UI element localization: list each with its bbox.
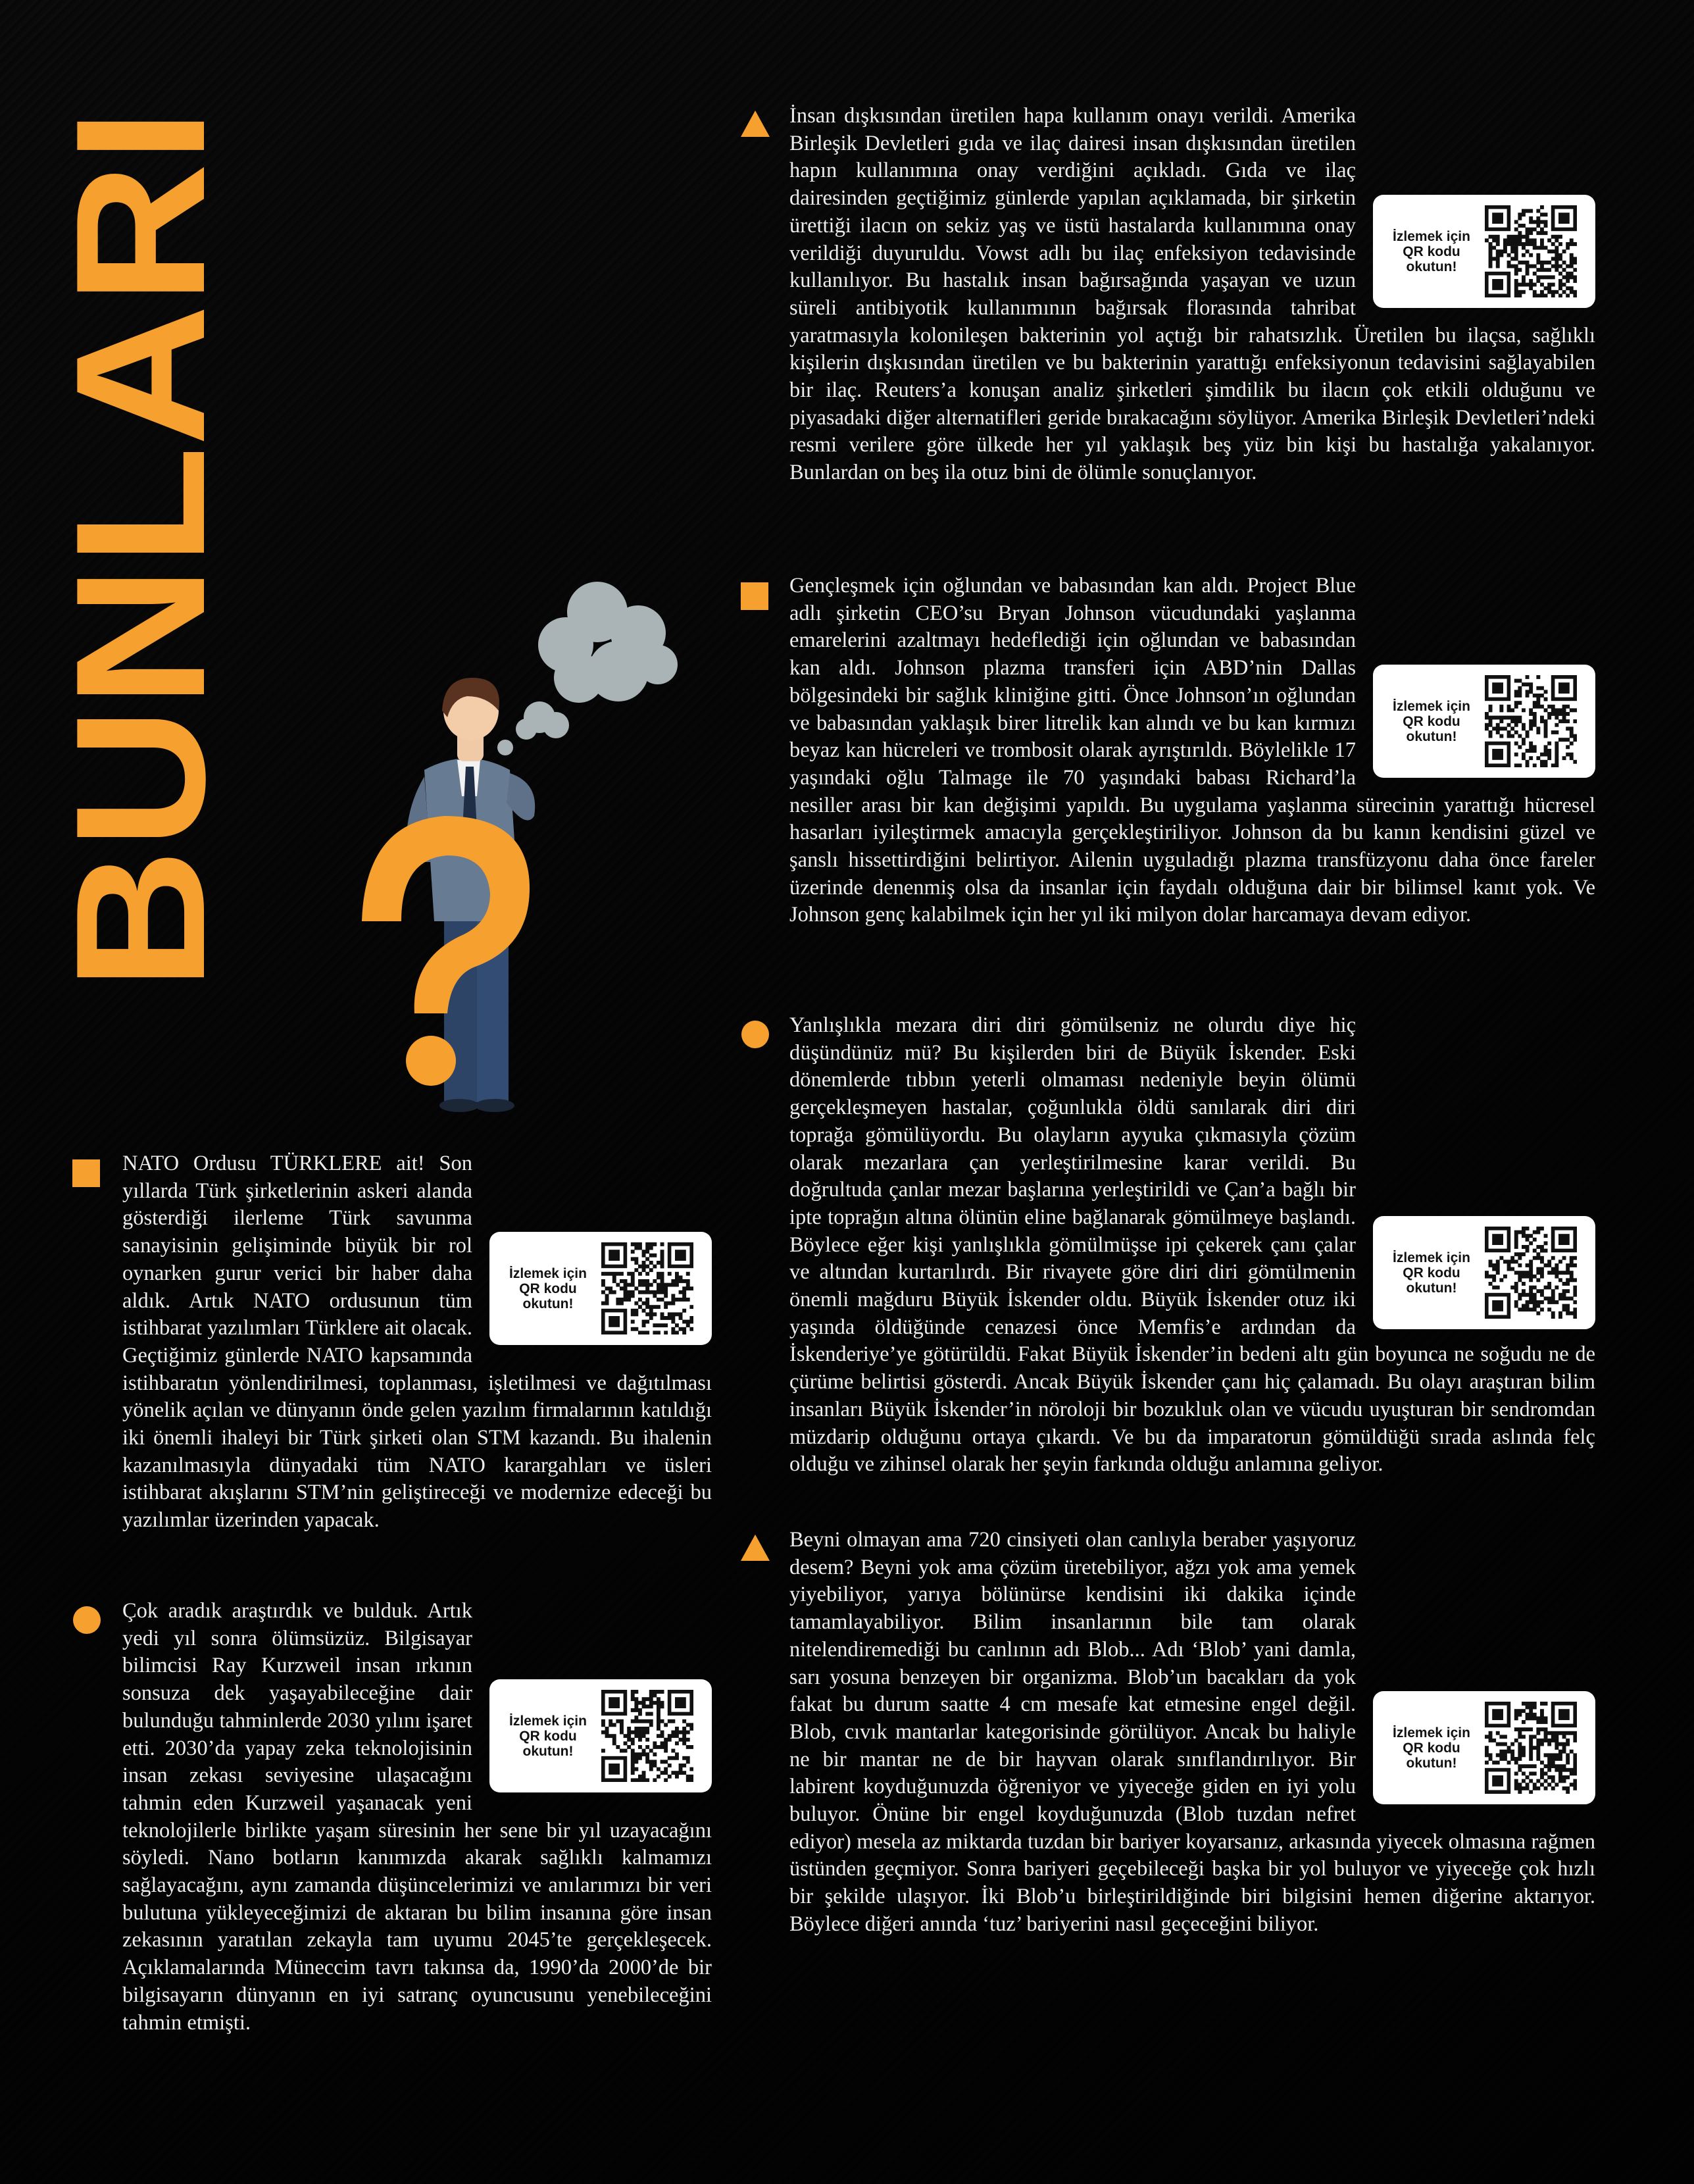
article-text: İnsan dışkısından üretilen hapa kullanım onayı verildi. Amerika Birleşik Devletleri gıda ve ilaç dairesi insan dışkısından üretilen hapın kullanımına onay verdiğini açıkladı. Gıda ve ilaç dairesinden geçtiğimiz günlerde yapılan açıklamada, bir şirketin ürettiği ilacın on sekiz yaş ve üstü hastalarda kullanımına onay verildiği duyuruldu. Vowst adlı bu ilaç enfeksiyon tedavisinde kullanılıyor. Bu hastalık insan bağırsağında yaşayan ve uzun süreli antibiyotik kullanımının bağırsak florasında tahribat yaratmasıyla kolonileşen bakterinin yol açtığı bir rahatsızlık. Üretilen bu ilaçsa, sağlıklı kişilerin dışkısından üretilen ve bu bakterinin yarattığı enfeksiyonun tedavisini sağlayabilen bir ilaç. Reuters’a konuşan analiz şirketleri şimdilik bu ilacın çok etkili olduğunu ve piyasadaki diğer alternatifleri geride bırakacağını söylüyor. Amerika Birleşik Devletleri’ndeki resmi verilere göre ülkede her yıl yaklaşık beş yüz bin kişi bu hastalığa yakalanıyor. Bunlardan on beş ila otuz bini de ölümle sonuçlanıyor. [789, 104, 1595, 485]
bullet-circle-icon [741, 1020, 770, 1052]
qr-code-icon[interactable] [601, 1690, 693, 1782]
qr-code-icon[interactable] [1485, 205, 1577, 297]
qr-card-5[interactable] [472, 1150, 712, 1350]
qr-label: İzlemek için QR kodu okutun! [1393, 228, 1470, 274]
qr-code-icon[interactable] [601, 1242, 693, 1334]
article-alexander [789, 1012, 1595, 1479]
qr-card-1[interactable] [1356, 103, 1595, 313]
article-text: Yanlışlıkla mezara diri diri gömülseniz ne olurdu diye hiç düşündünüz mü? Bu kişilerden biri de Büyük İskender. Eski dönemlerde tıbbın yeterli olmaması nedeniyle beyin ölümü gerçekleşmeyen hastalar, çoğunlukla öldü sanılarak diri diri toprağa gömülüyordu. Bu olayların ayyuka çıkmasıyla çözüm olarak mezarlara çan yerleştirilmesine karar verildi. Bu doğrultuda çanlar mezar başlarına yerleştirildi ve Çan’a bağlı bir ipte toprağın altına ölünün eline bağlanarak gömülmeye başlandı. Böylece eğer kişi yanlışlıkla gömülmüşse ipi çekerek çanı çalar ve altından kurtarılırdı. Bir rivayete göre diri diri gömülmenin önemli mağduru Büyük İskender oldu. Büyük İskender otuz iki yaşında öldüğünde cenazesi önce Memfis’e ardından da İskenderiye’ye götürüldü. Fakat Büyük İskender’in bedeni altı gün boyunca ne soğudu ne de çürüme belirtisi gösterdi. Ancak Büyük İskender çanı hiç çalamadı. Bu olayı araştıran bilim insanları Büyük İskender’in nöroloji bir bozukluk olan ve vücudu uyuşturan bir sendromdan müzdarip olduğunu ortaya çıkardı. Ve bu da imparatorun gömüldüğü sırada aslında felç olduğu ve zihinsel olarak her şeyin farkında olduğu anlamına geliyor. [789, 1013, 1595, 1477]
page-title-text: BUNLARI [38, 161, 243, 990]
thinking-man-illustration [289, 579, 717, 1125]
article-text: Beyni olmayan ama 720 cinsiyeti olan canlıyla beraber yaşıyoruz desem? Beyni yok ama çözüm üretebiliyor, ağzı yok ama yemek yiyebiliyor, yarıya bölünürse kendisini iki dakika içinde tamamlayabiliyor. Bilim insanlarının bile tam olarak nitelendiremediği bu canlının adı Blob... Adı ‘Blob’ yani damla, sarı yosuna benzeyen bir organizma. Blob’un bacakları da yok fakat bu durum saatte 4 cm mesafe kat etmesine engel değil. Blob, cıvık mantarlar kategorisinde görülüyor. Ancak bu haliyle ne bir mantar ne de bir hayvan olarak sınıflandırılıyor. Bir labirent koyduğunuzda öğreniyor ve yiyeceğe giden en iyi yolu buluyor. Önüne bir engel koyduğunuzda (Blob tuzdan nefret ediyor) mesela az miktarda tuzdan bir bariyer koyarsanız, arkasında yiyecek olmasına rağmen üstünden geçmiyor. Sonra bariyeri geçebileceği başka bir yol buluyor ve yiyeceğe çok hızlı bir şekilde ulaşıyor. İki Blob’u birleştirildiğinde biri bilgisini hemen diğerine aktarıyor. Böylece diğeri anında ‘tuz’ bariyerini nasıl geçeceğini biliyor. [789, 1528, 1595, 1936]
thought-cloud-icon [497, 582, 678, 755]
article-text: NATO Ordusu TÜRKLERE ait! Son yıllarda Türk şirketlerinin askeri alanda gösterdiği ilerleme Türk savunma sanayisinin gelişiminde büyük bir rol oynarken gurur verici bir haber daha aldık. Artık NATO ordusunun tüm istihbarat yazılımları Türklere ait olacak. Geçtiğimiz günlerde NATO kapsamında istihbaratın yönlendirilmesi, toplanması, işletilmesi ve dağıtılması yönelik açılan ve dünyanın önde gelen yazılım firmalarının katıldığı iki önemli ihaleyi bir Türk şirketi olan STM kazandı. Bu ihalenin kazanılmasıyla dünyadaki tüm NATO karargahları ve üsleri istihbarat akışlarını STM’nin geliştireceği ve modernize edeceği bu yazılımlar üzerinden yapacak. [122, 1152, 712, 1533]
qr-label: İzlemek için QR kodu okutun! [1393, 1250, 1470, 1296]
article-nato [122, 1150, 712, 1535]
bullet-triangle-icon [741, 1535, 770, 1564]
qr-label: İzlemek için QR kodu okutun! [509, 1265, 587, 1311]
article-blob [789, 1527, 1595, 1939]
bullet-square-icon [741, 582, 768, 613]
article-immortality [122, 1598, 712, 2037]
qr-code-icon[interactable] [1485, 1702, 1577, 1794]
qr-card-2[interactable] [1356, 572, 1595, 783]
qr-label: İzlemek için QR kodu okutun! [509, 1713, 587, 1759]
bullet-triangle-icon [741, 111, 770, 140]
page-title [38, 109, 243, 990]
article-blood-transfer [789, 572, 1595, 929]
article-fecal-pill [789, 103, 1595, 487]
article-text: Gençleşmek için oğlundan ve babasından kan aldı. Project Blue adlı şirketin CEO’su Bryan Johnson vücudundaki yaşlanma emarelerini azaltmayı hedeflediği için oğlundan ve babasından kan aldı. Johnson plazma transferi için ABD’nin Dallas bölgesindeki bir sağlık kliniğine gitti. Önce Johnson’ın oğlundan ve babasından yaklaşık birer litrelik kan alındı ve bu kan kırmızı beyaz kan hücreleri ve trombosit olarak ayrıştırıldı. Böylelikle 17 yaşındaki oğlu Talmage ile 70 yaşındaki babası Richard’la nesiller arası bir kan değişimi yapıldı. Bu uygulama yaşlanma sürecinin yarattığı hücresel hasarları iyileştirmek amacıyla gerçekleştiriliyor. Johnson da bu kanın kendisini güzel ve şanslı hissettirdiğini belirtiyor. Ailenin uyguladığı plazma transfüzyonu daha önce fareler üzerinde denenmiş olsa da insanlar için faydalı olduğuna dair bir bilimsel kanıt yok. Ve Johnson genç kalabilmek için her yıl iki milyon dolar harcamaya devam ediyor. [789, 574, 1595, 927]
qr-label: İzlemek için QR kodu okutun! [1393, 1725, 1470, 1771]
qr-code-icon[interactable] [1485, 1227, 1577, 1319]
qr-card-4[interactable] [1356, 1527, 1595, 1810]
article-text: Çok aradık araştırdık ve bulduk. Artık yedi yıl sonra ölümsüzüz. Bilgisayar bilimcisi Ray Kurzweil insan ırkının sonsuza dek yaşayabileceğine dair bulunduğu tahminlerde 2030 yılını işaret etti. 2030’da yapay zeka teknolojisinin insan zekası seviyesine ulaşacağını tahmin eden Kurzweil yaşanacak yeni teknolojilerle birlikte yaşam süresinin her sene bir yıl uzayacağını söyledi. Nano botların kanımızda akarak sağlıklı kalmamızı sağlayacağını, aynı zamanda düşüncelerimizi ve anılarımızı bir veri bulutuna yükleyeceğimizi de aktaran bu bilim insanına göre insan zekasının yaratılan zekayla tam uyumu 2045’te gerçekleşecek. Açıklamalarında Müneccim tavrı takınsa da, 1990’da 2000’de bir bilgisayarın dünyanın en iyi satranç oyuncusunu yenebileceğini tahmin etmişti. [122, 1599, 712, 2035]
qr-card-6[interactable] [472, 1598, 712, 1798]
qr-code-icon[interactable] [1485, 675, 1577, 767]
qr-label: İzlemek için QR kodu okutun! [1393, 698, 1470, 744]
bullet-circle-icon [72, 1606, 101, 1638]
qr-card-3[interactable] [1356, 1012, 1595, 1334]
bullet-square-icon [72, 1159, 100, 1190]
